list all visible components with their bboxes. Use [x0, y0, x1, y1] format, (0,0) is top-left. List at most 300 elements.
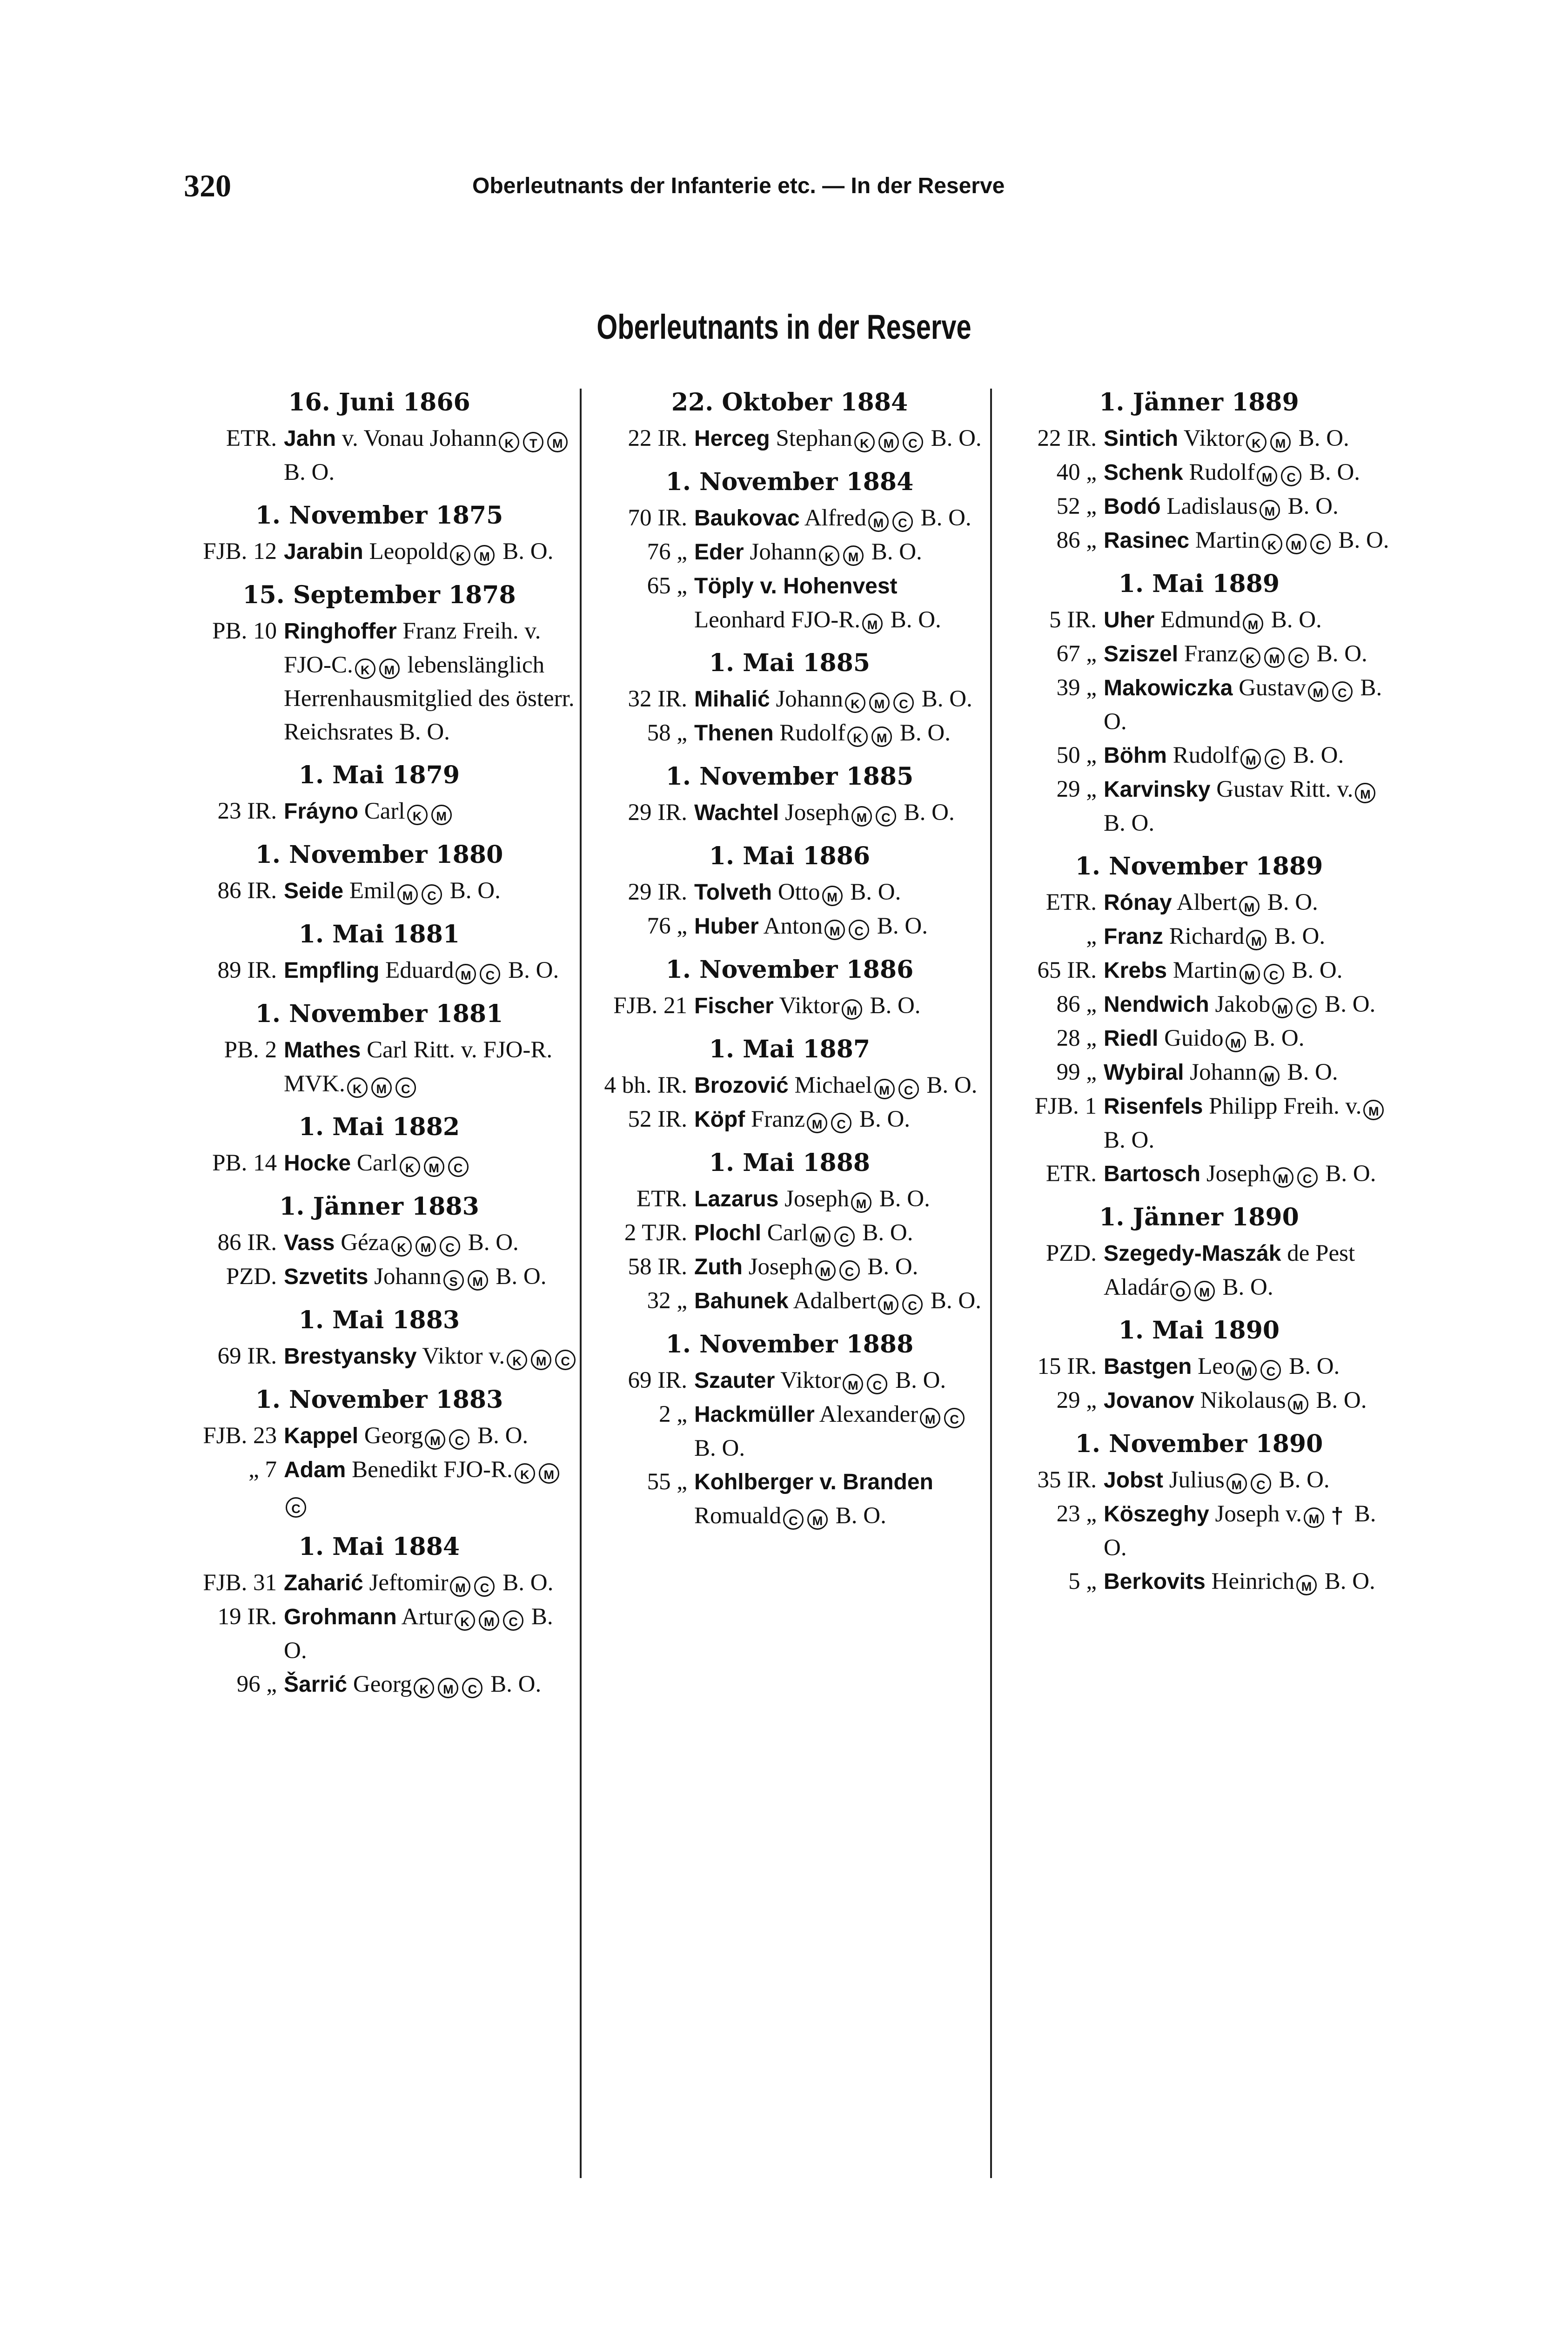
decoration-icon: K: [507, 1350, 527, 1370]
decoration-icon: C: [422, 884, 442, 905]
decoration-icon: C: [876, 806, 896, 827]
unit-label: 39 „: [1056, 675, 1097, 701]
officer-given-name: Alfred: [804, 505, 866, 531]
officer-surname: Bahunek: [694, 1289, 789, 1313]
officer-given-name: Géza: [341, 1230, 389, 1256]
decoration-icon: K: [845, 693, 865, 713]
officer-entry: [997, 1384, 1401, 1418]
decoration-icon: C: [898, 1079, 919, 1099]
officer-surname: Jobst: [1104, 1468, 1164, 1493]
decoration-icon: C: [1264, 964, 1284, 984]
decoration-icon: M: [547, 432, 568, 452]
decoration-icon: C: [1265, 749, 1285, 769]
decoration-icon: M: [424, 1157, 444, 1177]
officer-given-name: Adalbert: [793, 1288, 877, 1314]
promotion-date: 1. Mai 1890: [1118, 1316, 1280, 1345]
decoration-icon: M: [1286, 534, 1307, 554]
decoration-icon: M: [415, 1236, 436, 1257]
entry-suffix: B. O.: [1338, 527, 1389, 553]
officer-entry: [587, 716, 992, 750]
unit-label: 22 IR.: [628, 425, 687, 451]
officer-entry: [177, 535, 582, 569]
decoration-icon: K: [854, 432, 875, 452]
unit-label: 69 IR.: [628, 1367, 687, 1393]
officer-entry: [997, 490, 1401, 524]
entry-suffix: B. O.: [862, 1220, 913, 1246]
unit-label: 58 „: [647, 720, 687, 746]
officer-given-name: Johann: [750, 539, 817, 565]
decoration-icon: C: [462, 1678, 482, 1698]
entry-suffix: B. O.: [1324, 1568, 1375, 1594]
officer-surname: Riedl: [1104, 1026, 1159, 1051]
officer-surname: Rónay: [1104, 890, 1172, 915]
officer-given-name: de Pest Aladár: [1104, 1240, 1355, 1300]
officer-given-name: Johann: [776, 686, 843, 712]
decoration-icon: M: [878, 1294, 898, 1315]
officer-entry: [177, 422, 582, 489]
officer-given-name: Georg: [364, 1423, 423, 1449]
decoration-icon: C: [944, 1408, 965, 1428]
officer-surname: Hackmüller: [694, 1402, 815, 1427]
entry-suffix: B. O.: [877, 913, 928, 939]
promotion-date: 1. November 1880: [255, 841, 503, 869]
unit-label: 2 TJR.: [624, 1220, 687, 1246]
officer-entry: [997, 920, 1401, 954]
officer-given-name: Viktor: [1183, 425, 1244, 451]
officer-entry: [587, 989, 992, 1023]
decoration-icon: C: [902, 1294, 923, 1315]
officer-entry: [177, 874, 582, 908]
promotion-date: 1. November 1885: [665, 762, 914, 791]
decoration-icon: M: [479, 1610, 499, 1631]
officer-surname: Böhm: [1104, 743, 1167, 768]
decoration-icon: C: [286, 1497, 306, 1518]
decoration-icon: C: [839, 1260, 860, 1281]
promotion-date: 16. Juni 1866: [288, 388, 470, 417]
promotion-date: 1. November 1888: [665, 1330, 914, 1359]
unit-label: PB. 10: [212, 618, 277, 644]
officer-surname: Grohmann: [284, 1605, 397, 1629]
officer-entry: [587, 1182, 992, 1216]
officer-surname: Herceg: [694, 426, 770, 451]
unit-label: 65 IR.: [1037, 957, 1097, 983]
decoration-icon: M: [379, 659, 400, 679]
officer-given-name: Jakob: [1215, 991, 1271, 1017]
decoration-icon: M: [843, 545, 864, 566]
decoration-icon: M: [920, 1408, 940, 1428]
officer-surname: Huber: [694, 914, 759, 939]
decoration-icon: M: [1260, 500, 1280, 520]
promotion-date: 1. Mai 1884: [298, 1533, 460, 1561]
entry-suffix: B. O.: [1279, 1467, 1330, 1493]
officer-entry: [997, 1237, 1401, 1304]
running-title: Oberleutnants der Infanterie etc. — In der Reserve: [472, 174, 1005, 198]
decoration-icon: C: [480, 964, 500, 984]
entry-suffix: B. O.: [850, 879, 901, 905]
unit-label: 29 „: [1056, 1387, 1097, 1413]
officer-given-name: Richard: [1169, 923, 1245, 949]
officer-surname: Nendwich: [1104, 992, 1209, 1017]
unit-label: 2 „: [659, 1401, 687, 1427]
officer-surname: Adam: [284, 1458, 346, 1482]
decoration-icon: K: [414, 1678, 434, 1698]
officer-entry: [587, 682, 992, 716]
unit-label: „ 7: [248, 1457, 277, 1483]
officer-surname: Fischer: [694, 994, 774, 1018]
officer-surname: Jovanov: [1104, 1388, 1194, 1413]
decoration-icon: C: [474, 1576, 495, 1597]
unit-label: ETR.: [636, 1186, 687, 1212]
officer-given-name: Leo: [1198, 1353, 1235, 1379]
unit-label: 76 „: [647, 539, 687, 565]
officer-entry: [177, 1226, 582, 1260]
promotion-date: 1. November 1889: [1075, 852, 1323, 881]
decoration-icon: M: [810, 1226, 831, 1247]
officer-surname: Zaharić: [284, 1571, 363, 1595]
unit-label: FJB. 23: [203, 1423, 277, 1449]
officer-surname: Šarrić: [284, 1672, 348, 1697]
unit-label: 5 IR.: [1049, 607, 1097, 633]
officer-given-name: Joseph: [785, 800, 850, 826]
unit-label: 23 IR.: [217, 798, 277, 824]
officer-given-name: Jeftomir: [369, 1570, 449, 1596]
officer-surname: Vass: [284, 1231, 335, 1255]
decoration-icon: M: [815, 1260, 836, 1281]
officer-given-name: Martin: [1195, 527, 1260, 553]
unit-label: 65 „: [647, 573, 687, 599]
entry-suffix: B. O.: [879, 1186, 930, 1212]
officer-entry: [587, 535, 992, 569]
officer-surname: Mathes: [284, 1038, 361, 1063]
unit-label: 99 „: [1056, 1059, 1097, 1085]
decoration-icon: C: [1288, 647, 1309, 668]
unit-label: PB. 2: [224, 1037, 277, 1063]
promotion-date: 1. November 1881: [255, 1000, 503, 1028]
decoration-icon: M: [1239, 896, 1260, 916]
officer-entry: [587, 909, 992, 943]
officer-given-name: Philipp Freih. v.: [1209, 1093, 1362, 1119]
unit-label: 70 IR.: [628, 505, 687, 531]
unit-label: 5 „: [1068, 1568, 1097, 1594]
officer-surname: Wybiral: [1104, 1060, 1184, 1085]
entry-suffix: B. O.: [468, 1230, 519, 1256]
officer-entry: [997, 671, 1401, 739]
officer-given-name: Stephan: [776, 425, 852, 451]
decoration-icon: K: [347, 1077, 368, 1098]
decoration-icon: M: [1226, 1032, 1246, 1052]
decoration-icon: M: [843, 1374, 863, 1394]
decoration-icon: M: [1264, 647, 1285, 668]
officer-given-name: Rudolf: [1189, 459, 1255, 485]
officer-surname: Szegedy-Maszák: [1104, 1241, 1281, 1266]
promotion-date: 1. Mai 1881: [298, 920, 460, 948]
officer-entry: [587, 1069, 992, 1103]
officer-surname: Töply v. Hohenvest: [694, 574, 898, 599]
officer-entry: [587, 1250, 992, 1284]
decoration-icon: C: [1260, 1360, 1281, 1380]
entry-suffix: B. O.: [508, 957, 559, 983]
unit-label: 29 IR.: [628, 800, 687, 826]
entry-suffix: B. O.: [1104, 1127, 1155, 1153]
officer-given-name: Leopold: [369, 538, 449, 565]
decoration-icon: M: [851, 1192, 871, 1213]
promotion-date: 1. November 1883: [255, 1385, 503, 1414]
unit-label: ETR.: [1045, 1161, 1097, 1187]
officer-surname: Rasinec: [1104, 528, 1190, 553]
decoration-icon: M: [869, 693, 890, 713]
unit-label: 35 IR.: [1037, 1467, 1097, 1493]
decoration-icon: C: [440, 1236, 460, 1257]
officer-surname: Zuth: [694, 1255, 743, 1279]
decoration-icon: C: [893, 693, 914, 713]
decoration-icon: M: [438, 1678, 458, 1698]
decoration-icon: M: [1270, 432, 1291, 452]
officer-given-name: Emil: [349, 878, 395, 904]
entry-suffix: B. O.: [1316, 1387, 1367, 1413]
decoration-icon: M: [868, 511, 889, 532]
decoration-icon: M: [425, 1429, 445, 1450]
officer-surname: Bastgen: [1104, 1354, 1192, 1379]
officer-given-name: Viktor v.: [422, 1343, 505, 1369]
decoration-icon: K: [450, 545, 470, 565]
entry-suffix: B. O.: [477, 1423, 529, 1449]
officer-surname: Krebs: [1104, 958, 1167, 983]
decoration-icon: S: [443, 1270, 464, 1291]
officer-surname: Wachtel: [694, 800, 779, 825]
unit-label: ETR.: [226, 425, 277, 451]
decoration-icon: M: [474, 545, 495, 565]
officer-given-name: Joseph: [1206, 1161, 1271, 1187]
officer-surname: Seide: [284, 879, 344, 903]
decoration-icon: M: [1355, 783, 1375, 803]
officer-given-name: Leonhard FJO-R.: [694, 607, 860, 633]
promotion-date: 15. September 1878: [242, 581, 516, 609]
officer-surname: Thenen: [694, 721, 774, 746]
decoration-icon: C: [849, 920, 869, 940]
officer-entry: [177, 1339, 582, 1373]
unit-label: 22 IR.: [1037, 425, 1097, 451]
unit-label: PB. 14: [212, 1150, 277, 1176]
promotion-date: 1. Mai 1879: [298, 761, 460, 789]
decoration-icon: K: [400, 1157, 420, 1177]
decoration-icon: M: [1304, 1507, 1324, 1528]
promotion-date: 1. Mai 1883: [298, 1306, 460, 1334]
decoration-icon: K: [1262, 534, 1282, 554]
officer-entry: [997, 637, 1401, 671]
entry-suffix: lebenslänglich Herrenhausmitglied des österr. Reichsrates B. O.: [284, 652, 575, 745]
page-number: 320: [184, 168, 231, 203]
officer-surname: Szauter: [694, 1368, 775, 1393]
officer-given-name: Carl: [767, 1220, 808, 1246]
officer-given-name: Edmund: [1160, 607, 1241, 633]
officer-surname: Baukovac: [694, 506, 800, 531]
decoration-icon: M: [878, 432, 899, 452]
unit-label: 86 IR.: [217, 1230, 277, 1256]
decoration-icon: M: [842, 999, 862, 1020]
entry-suffix: B. O.: [284, 1604, 553, 1664]
officer-entry: [997, 1056, 1401, 1090]
entry-suffix: B. O.: [496, 1264, 547, 1290]
decoration-icon: M: [807, 1509, 828, 1530]
officer-surname: Schenk: [1104, 460, 1183, 485]
decoration-icon: M: [1236, 1360, 1257, 1380]
officer-entry: [587, 1216, 992, 1250]
officer-entry: [997, 1565, 1401, 1599]
decoration-icon: M: [539, 1463, 559, 1484]
officer-given-name: Romuald: [694, 1503, 781, 1529]
officer-entry: [997, 886, 1401, 920]
decoration-icon: K: [407, 805, 428, 825]
entry-suffix: B. O.: [835, 1503, 886, 1529]
officer-given-name: Viktor: [780, 1367, 841, 1393]
unit-label: 32 IR.: [628, 686, 687, 712]
unit-label: 86 „: [1056, 991, 1097, 1017]
entry-suffix: B. O.: [1222, 1274, 1273, 1300]
officer-entry: [177, 1419, 582, 1453]
decoration-icon: M: [851, 806, 872, 827]
entry-suffix: B. O.: [921, 686, 972, 712]
decoration-icon: M: [1308, 681, 1328, 702]
decoration-icon: K: [455, 1610, 475, 1631]
officer-entry: [587, 875, 992, 909]
officer-entry: [997, 422, 1401, 456]
entry-suffix: B. O.: [1267, 889, 1318, 915]
officer-given-name: Alexander: [819, 1401, 918, 1427]
entry-suffix: B. O.: [490, 1671, 542, 1697]
officer-entry: [997, 1022, 1401, 1056]
officer-entry: [177, 1146, 582, 1180]
unit-label: 76 „: [647, 913, 687, 939]
officer-given-name: Franz Freih. v. FJO-C.: [284, 618, 541, 678]
decoration-icon: M: [1259, 1066, 1280, 1086]
officer-surname: Fráyno: [284, 799, 359, 824]
unit-label: 69 IR.: [217, 1343, 277, 1369]
officer-given-name: Johann: [374, 1264, 442, 1290]
officer-surname: Bodó: [1104, 494, 1161, 519]
officer-entry: [177, 954, 582, 988]
entry-suffix: B. O.: [1104, 675, 1382, 735]
unit-label: FJB. 1: [1034, 1093, 1097, 1119]
officer-given-name: Rudolf: [1173, 742, 1239, 768]
officer-given-name: Martin: [1173, 957, 1238, 983]
officer-entry: [997, 524, 1401, 558]
decoration-icon: M: [824, 920, 845, 940]
officer-entry: [587, 422, 992, 456]
unit-label: 40 „: [1056, 459, 1097, 485]
decoration-icon: C: [1297, 1167, 1318, 1188]
unit-label: FJB. 21: [613, 993, 687, 1019]
decoration-icon: C: [555, 1350, 576, 1370]
officer-given-name: Artur: [401, 1604, 453, 1630]
entry-suffix: B. O.: [1104, 1501, 1376, 1561]
decoration-icon: C: [892, 511, 913, 532]
decoration-icon: C: [1251, 1473, 1271, 1494]
unit-label: 50 „: [1056, 742, 1097, 768]
entry-suffix: B. O.: [1287, 493, 1339, 519]
officer-surname: Köszeghy: [1104, 1502, 1209, 1527]
unit-label: 23 „: [1056, 1501, 1097, 1527]
officer-entry: [997, 1157, 1401, 1191]
unit-label: 15 IR.: [1037, 1353, 1097, 1379]
officer-entry: [587, 1103, 992, 1137]
officer-given-name: Carl: [356, 1150, 398, 1176]
entry-suffix: B. O.: [859, 1106, 911, 1132]
entry-suffix: B. O.: [930, 1288, 981, 1314]
unit-label: 32 „: [647, 1288, 687, 1314]
promotion-date: 1. Mai 1882: [298, 1113, 460, 1141]
officer-surname: Berkovits: [1104, 1569, 1206, 1594]
officer-surname: Mihalić: [694, 687, 770, 712]
entry-suffix: B. O.: [920, 505, 972, 531]
officer-surname: Hocke: [284, 1151, 351, 1176]
officer-given-name: Joseph: [748, 1254, 813, 1280]
decoration-icon: K: [1246, 432, 1266, 452]
decoration-icon: C: [1332, 681, 1353, 702]
officer-entry: [997, 739, 1401, 773]
officer-entry: [587, 1364, 992, 1398]
promotion-date: 1. Jänner 1889: [1099, 388, 1299, 417]
decoration-icon: M: [1363, 1100, 1384, 1120]
decoration-icon: M: [1240, 964, 1260, 984]
unit-label: PZD.: [1045, 1240, 1097, 1266]
unit-label: 28 „: [1056, 1025, 1097, 1051]
decoration-icon: M: [531, 1350, 551, 1370]
decoration-icon: C: [831, 1113, 851, 1133]
decoration-icon: M: [1226, 1473, 1247, 1494]
officer-entry: [587, 569, 992, 637]
officer-entry: [997, 603, 1401, 637]
decoration-icon: M: [1246, 930, 1266, 950]
decoration-icon: M: [862, 613, 883, 634]
unit-label: 19 IR.: [217, 1604, 277, 1630]
decoration-icon: M: [431, 805, 452, 825]
unit-label: 4 bh. IR.: [604, 1072, 687, 1098]
column-1: [177, 386, 582, 1702]
decoration-icon: M: [1273, 1167, 1293, 1188]
decoration-icon: K: [515, 1463, 535, 1484]
decoration-icon: O: [1170, 1281, 1191, 1301]
decoration-icon: C: [503, 1610, 523, 1631]
entry-suffix: B. O.: [1325, 991, 1376, 1017]
decoration-icon: †: [1331, 1504, 1344, 1528]
entry-suffix: B. O.: [1292, 957, 1343, 983]
entry-suffix: B. O.: [1274, 923, 1326, 949]
officer-given-name: Joseph: [784, 1186, 849, 1212]
decoration-icon: M: [456, 964, 476, 984]
unit-label: 52 IR.: [628, 1106, 687, 1132]
decoration-icon: T: [523, 432, 543, 452]
officer-surname: Makowiczka: [1104, 676, 1233, 700]
officer-surname: Sintich: [1104, 426, 1179, 451]
entry-suffix: B. O.: [1271, 607, 1322, 633]
decoration-icon: C: [1296, 998, 1317, 1018]
decoration-icon: M: [397, 884, 418, 905]
decoration-icon: M: [1240, 749, 1261, 769]
officer-surname: Bartosch: [1104, 1162, 1201, 1186]
promotion-date: 1. Mai 1885: [709, 649, 871, 677]
officer-entry: [997, 1350, 1401, 1384]
officer-surname: Uher: [1104, 608, 1155, 632]
decoration-icon: K: [355, 659, 375, 679]
promotion-date: 1. November 1884: [665, 468, 914, 496]
decoration-icon: C: [1310, 534, 1331, 554]
officer-surname: Köpf: [694, 1107, 745, 1132]
officer-given-name: Franz: [751, 1106, 805, 1132]
decoration-icon: M: [468, 1270, 488, 1291]
officer-surname: Lazarus: [694, 1187, 779, 1211]
officer-given-name: v. Vonau Johann: [342, 425, 497, 451]
entry-suffix: B. O.: [1104, 810, 1155, 836]
